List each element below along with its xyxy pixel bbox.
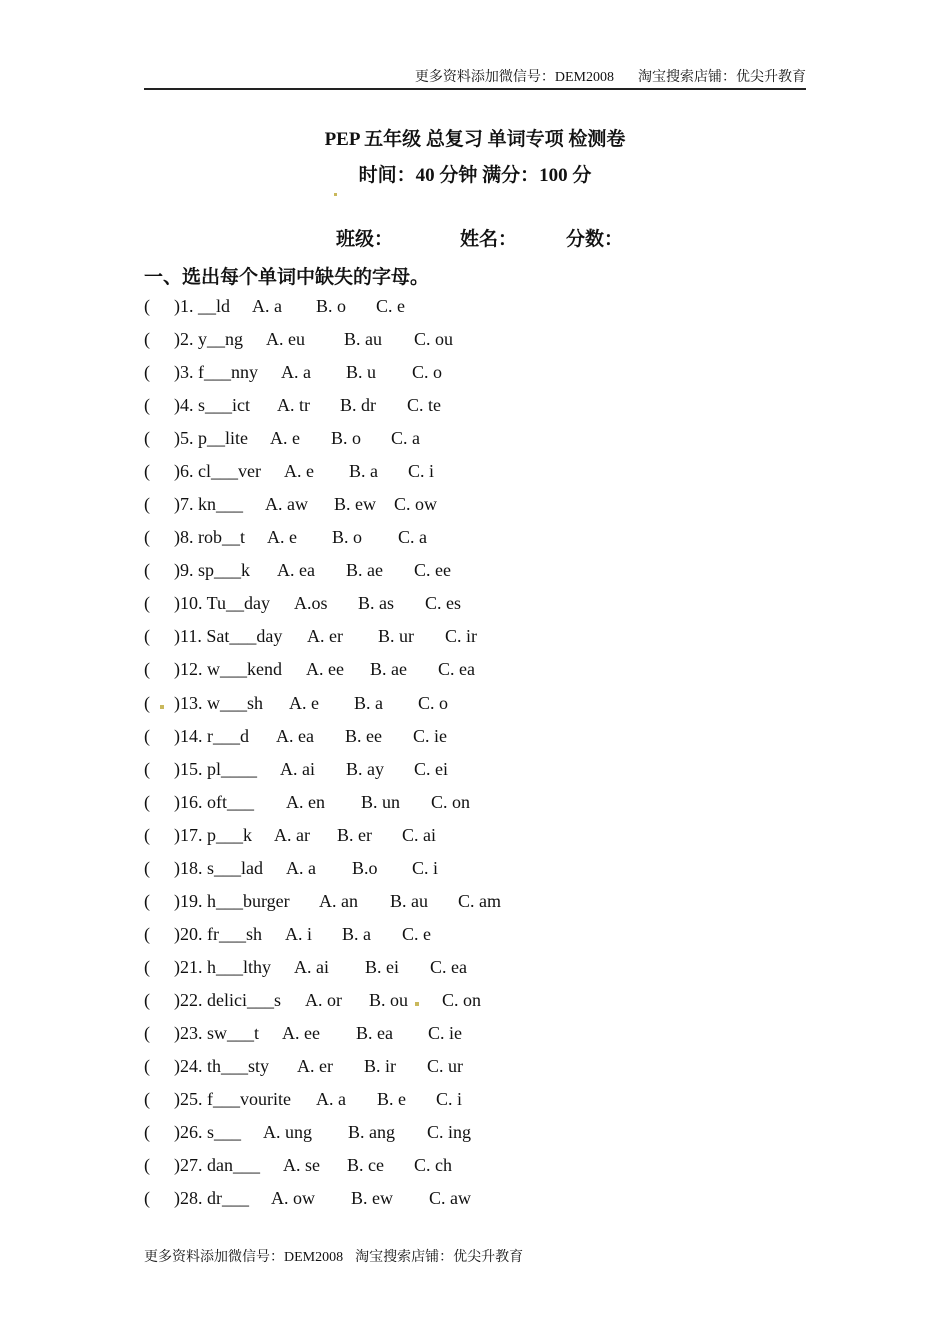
option-b: B.o: [352, 858, 378, 878]
answer-paren[interactable]: (: [144, 1056, 150, 1076]
option-c: C. a: [391, 428, 420, 448]
question-stem: )20. fr___sh: [174, 924, 262, 944]
option-b: B. a: [354, 693, 383, 713]
option-b: B. ur: [378, 626, 414, 646]
option-b: B. ay: [346, 759, 384, 779]
option-c: C. ee: [414, 560, 451, 580]
option-a: A. ea: [277, 560, 315, 580]
option-a: A. an: [319, 891, 358, 911]
answer-paren[interactable]: (: [144, 924, 150, 944]
question-stem: )19. h___burger: [174, 891, 290, 911]
answer-paren[interactable]: (: [144, 891, 150, 911]
answer-paren[interactable]: (: [144, 527, 150, 547]
page-title: PEP 五年级 总复习 单词专项 检测卷: [324, 129, 626, 150]
option-b: B. un: [361, 792, 401, 812]
option-b: B. er: [337, 825, 372, 845]
option-a: A.os: [294, 593, 328, 613]
option-c: C. ur: [427, 1056, 463, 1076]
answer-paren[interactable]: (: [144, 858, 150, 878]
class-field-label: 班级：: [336, 229, 394, 250]
option-c: C. on: [431, 792, 471, 812]
question-stem: )1. __ld: [174, 296, 230, 316]
option-b: B. ae: [370, 659, 407, 679]
question-stem: )13. w___sh: [174, 693, 263, 713]
option-c: C. o: [418, 693, 449, 713]
option-c: C. i: [412, 858, 439, 878]
option-b: B. o: [332, 527, 363, 547]
header-wechat: 更多资料添加微信号：DEM2008: [414, 70, 614, 85]
option-c: C. ie: [413, 726, 447, 746]
decorative-dot: [160, 705, 164, 709]
option-c: C. on: [442, 990, 482, 1010]
question-stem: )9. sp___k: [174, 560, 250, 580]
option-a: A. er: [297, 1056, 333, 1076]
question-stem: )12. w___kend: [174, 659, 282, 679]
option-a: A. er: [307, 626, 343, 646]
option-c: C. i: [408, 461, 435, 481]
answer-paren[interactable]: (: [144, 395, 150, 415]
option-b: B. ir: [364, 1056, 397, 1076]
option-b: B. au: [344, 329, 382, 349]
question-stem: )5. p__lite: [174, 428, 248, 448]
option-c: C. ea: [430, 957, 467, 977]
option-a: A. aw: [265, 494, 308, 514]
option-b: B. ee: [345, 726, 382, 746]
option-a: A. e: [289, 693, 319, 713]
answer-paren[interactable]: (: [144, 1155, 150, 1175]
option-b: B. ang: [348, 1122, 395, 1142]
option-b: B. au: [390, 891, 428, 911]
answer-paren[interactable]: (: [144, 825, 150, 845]
question-stem: )17. p___k: [174, 825, 252, 845]
footer-shop: 淘宝搜索店铺：优尖升教育: [355, 1250, 524, 1265]
page-footer: [144, 1246, 535, 1266]
answer-paren[interactable]: (: [144, 759, 150, 779]
answer-paren[interactable]: (: [144, 461, 150, 481]
option-a: A. ai: [280, 759, 315, 779]
option-a: A. a: [316, 1089, 346, 1109]
question-stem: )3. f___nny: [174, 362, 258, 382]
option-a: A. ar: [274, 825, 310, 845]
option-b: B. o: [316, 296, 347, 316]
option-c: C. a: [398, 527, 427, 547]
page-subtitle: 时间：40 分钟 满分：100 分: [358, 165, 592, 186]
answer-paren[interactable]: (: [144, 792, 150, 812]
option-a: A. a: [252, 296, 282, 316]
answer-paren[interactable]: (: [144, 494, 150, 514]
option-b: B. ea: [356, 1023, 393, 1043]
answer-paren[interactable]: (: [144, 693, 150, 713]
option-c: C. ai: [402, 825, 436, 845]
question-stem: )27. dan___: [174, 1155, 260, 1175]
option-c: C. es: [425, 593, 461, 613]
option-b: B. ou: [369, 990, 409, 1010]
question-stem: )23. sw___t: [174, 1023, 259, 1043]
option-c: C. am: [458, 891, 501, 911]
answer-paren[interactable]: (: [144, 329, 150, 349]
answer-paren[interactable]: (: [144, 296, 150, 316]
option-a: A. ee: [282, 1023, 320, 1043]
question-stem: )28. dr___: [174, 1188, 249, 1208]
question-stem: )11. Sat___day: [174, 626, 283, 646]
answer-paren[interactable]: (: [144, 990, 150, 1010]
option-c: C. e: [402, 924, 431, 944]
option-a: A. ee: [306, 659, 344, 679]
option-a: A. e: [270, 428, 300, 448]
footer-wechat: 更多资料添加微信号：DEM2008: [144, 1250, 344, 1265]
answer-paren[interactable]: (: [144, 593, 150, 613]
option-c: C. ing: [427, 1122, 472, 1142]
section-heading: 一、选出每个单词中缺失的字母。: [144, 267, 430, 288]
answer-paren[interactable]: (: [144, 1089, 150, 1109]
option-b: B. a: [342, 924, 371, 944]
question-stem: )18. s___lad: [174, 858, 263, 878]
option-b: B. a: [349, 461, 378, 481]
answer-paren[interactable]: (: [144, 1122, 150, 1142]
option-c: C. e: [376, 296, 405, 316]
answer-paren[interactable]: (: [144, 428, 150, 448]
option-c: C. ie: [428, 1023, 462, 1043]
option-b: B. e: [377, 1089, 406, 1109]
question-stem: )26. s___: [174, 1122, 241, 1142]
option-b: B. dr: [340, 395, 376, 415]
option-a: A. or: [305, 990, 342, 1010]
option-a: A. ung: [263, 1122, 312, 1142]
score-field-label: 分数：: [566, 229, 624, 250]
name-field-label: 姓名：: [460, 229, 518, 250]
answer-paren[interactable]: (: [144, 1023, 150, 1043]
answer-paren[interactable]: (: [144, 957, 150, 977]
question-stem: )15. pl____: [174, 759, 257, 779]
answer-paren[interactable]: (: [144, 726, 150, 746]
option-a: A. ea: [276, 726, 314, 746]
answer-paren[interactable]: (: [144, 362, 150, 382]
question-stem: )24. th___sty: [174, 1056, 270, 1076]
page-header: [144, 68, 806, 90]
answer-paren[interactable]: (: [144, 659, 150, 679]
question-stem: )22. delici___s: [174, 990, 281, 1010]
option-a: A. a: [281, 362, 311, 382]
answer-paren[interactable]: (: [144, 560, 150, 580]
option-b: B. ce: [347, 1155, 384, 1175]
option-c: C. ea: [438, 659, 475, 679]
question-stem: )7. kn___: [174, 494, 243, 514]
question-stem: )16. oft___: [174, 792, 254, 812]
question-stem: )4. s___ict: [174, 395, 250, 415]
answer-paren[interactable]: (: [144, 1188, 150, 1208]
option-c: C. ou: [414, 329, 454, 349]
option-a: A. se: [283, 1155, 320, 1175]
question-stem: )25. f___vourite: [174, 1089, 291, 1109]
option-a: A. ai: [294, 957, 329, 977]
answer-paren[interactable]: (: [144, 626, 150, 646]
option-c: C. ir: [445, 626, 478, 646]
question-stem: )14. r___d: [174, 726, 249, 746]
option-a: A. eu: [266, 329, 305, 349]
option-b: B. ew: [334, 494, 376, 514]
option-a: A. e: [267, 527, 297, 547]
option-b: B. u: [346, 362, 377, 382]
header-shop: 淘宝搜索店铺：优尖升教育: [638, 70, 806, 85]
option-b: B. ei: [365, 957, 399, 977]
option-b: B. o: [331, 428, 362, 448]
option-c: C. o: [412, 362, 443, 382]
question-stem: )6. cl___ver: [174, 461, 261, 481]
option-b: B. ae: [346, 560, 383, 580]
option-a: A. en: [286, 792, 325, 812]
option-a: A. ow: [271, 1188, 315, 1208]
option-a: A. tr: [277, 395, 310, 415]
option-c: C. ch: [414, 1155, 452, 1175]
option-c: C. i: [436, 1089, 463, 1109]
option-b: B. as: [358, 593, 394, 613]
decorative-dot: [334, 193, 337, 196]
option-c: C. ow: [394, 494, 438, 514]
decorative-dot: [415, 1002, 419, 1006]
option-a: A. a: [286, 858, 316, 878]
option-c: C. ei: [414, 759, 448, 779]
question-stem: )21. h___lthy: [174, 957, 271, 977]
option-a: A. e: [284, 461, 314, 481]
option-b: B. ew: [351, 1188, 393, 1208]
question-stem: )8. rob__t: [174, 527, 245, 547]
option-c: C. te: [407, 395, 441, 415]
question-stem: )10. Tu__day: [174, 593, 271, 613]
option-c: C. aw: [429, 1188, 471, 1208]
question-stem: )2. y__ng: [174, 329, 243, 349]
option-a: A. i: [285, 924, 312, 944]
